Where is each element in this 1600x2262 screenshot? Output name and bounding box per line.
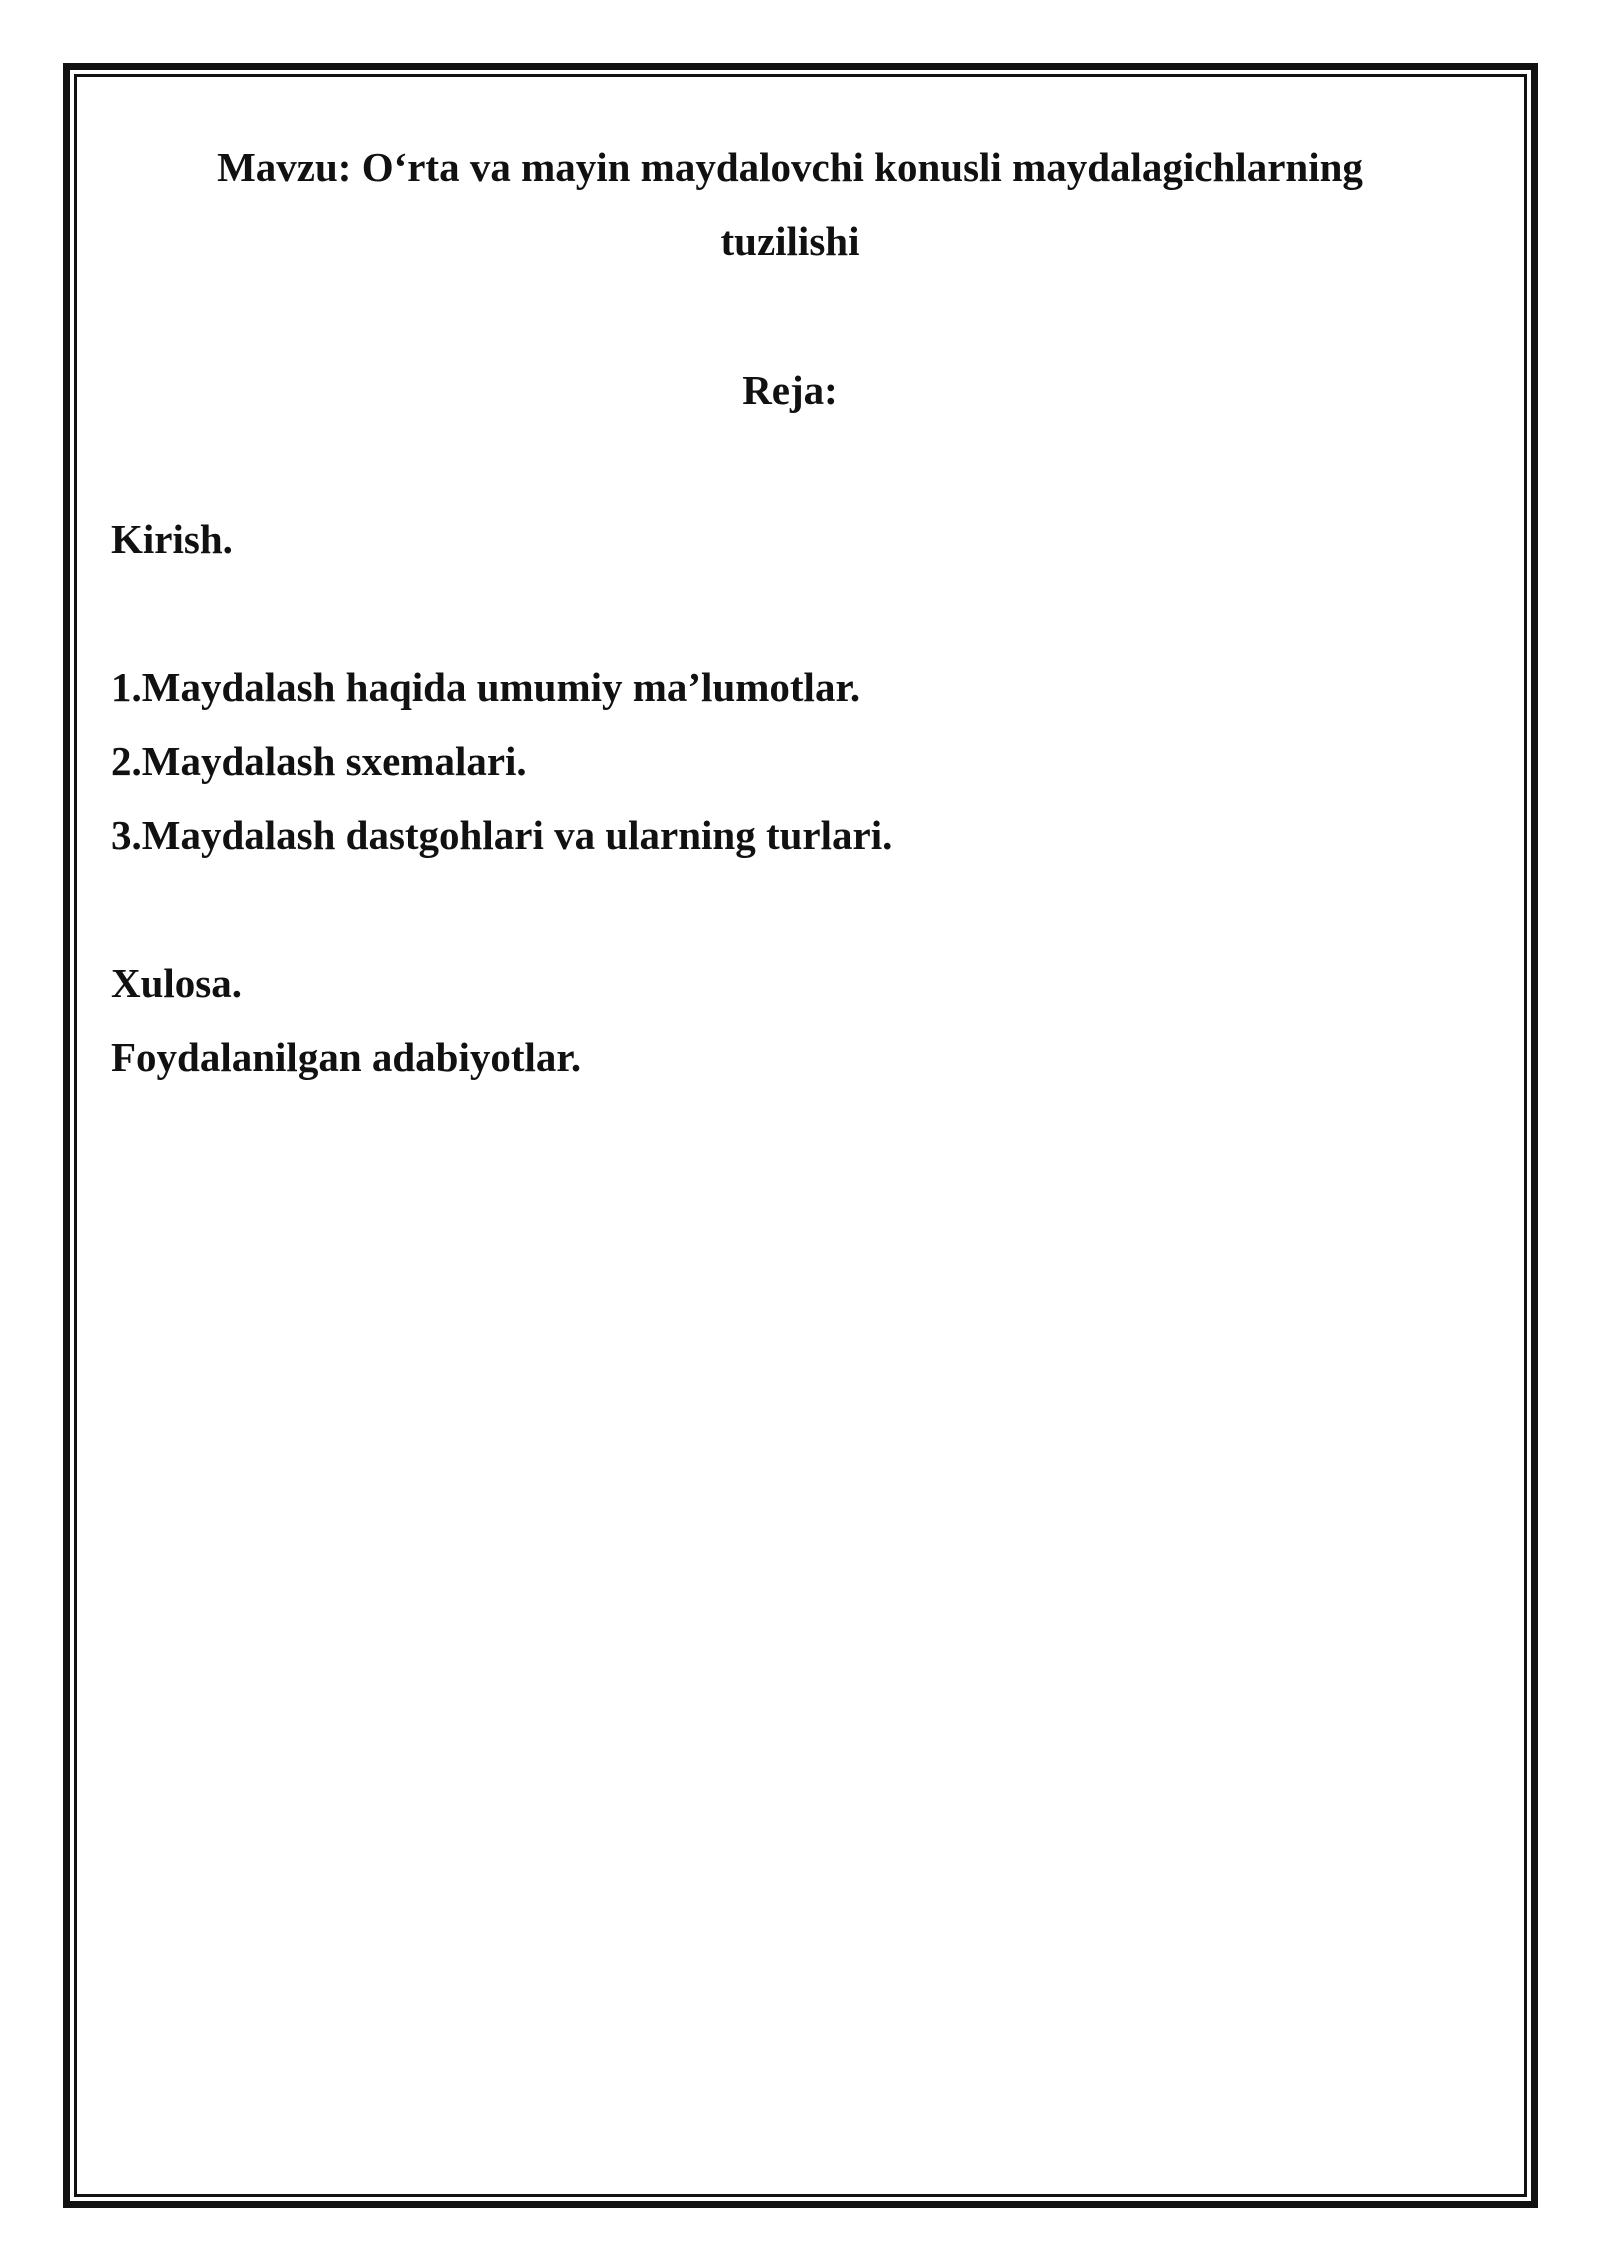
plan-item: 3.Maydalash dastgohlari va ularning turlari. xyxy=(111,812,893,858)
plan-heading: Reja: xyxy=(742,367,838,413)
conclusion-line: Xulosa. xyxy=(111,960,243,1006)
references-line: Foydalanilgan adabiyotlar. xyxy=(111,1034,582,1080)
plan-item: 2.Maydalash sxemalari. xyxy=(111,738,527,784)
plan-item: 1.Maydalash haqida umumiy ma’lumotlar. xyxy=(111,664,861,710)
introduction-line: Kirish. xyxy=(111,516,233,562)
document-title: Mavzu: O‘rta va mayin maydalovchi konusli maydalagichlarning xyxy=(217,144,1363,190)
document-title-continued: tuzilishi xyxy=(720,218,860,264)
